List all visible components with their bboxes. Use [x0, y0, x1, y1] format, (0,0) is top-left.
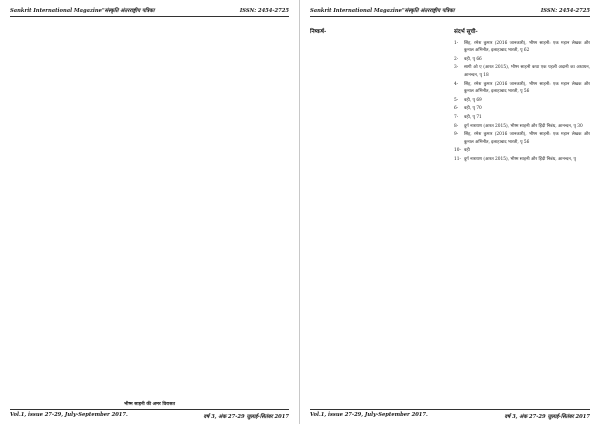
- reference-number: 6-: [454, 106, 459, 112]
- journal-title: Sankrit International Magazine"संस्कृति अंतरराष्ट्रीय पत्रिका: [310, 8, 455, 14]
- references-list: [454, 40, 590, 164]
- reference-item: [454, 147, 590, 155]
- reference-text: वही, पृ 71: [464, 114, 482, 120]
- reference-item: [454, 105, 590, 113]
- reference-text: दुर्ग नारायण (आरत 2015), भीष्म साहनी और हिंदी निबंध, आनन्दन, पृ 30: [464, 123, 583, 129]
- volume-info: Vol.1, issue 27-29, July-September 2017.: [10, 412, 128, 418]
- volume-info: Vol.1, issue 27-29, July-September 2017.: [310, 412, 428, 418]
- right-body: [310, 25, 590, 405]
- reference-text: वही: [464, 148, 470, 154]
- right-running-header: [310, 6, 590, 17]
- reference-number: 2-: [454, 56, 459, 62]
- right-footer: [310, 409, 590, 420]
- volume-info-hindi: वर्ष 3, अंक 27-29 जुलाई-सितंबर 2017: [203, 414, 289, 420]
- right-column-2: [454, 25, 590, 405]
- reference-item: [454, 123, 590, 131]
- reference-text: सागी ओ ए (आरत 2015), भीष्म साहनी कथा एक पहली अदानी का अध्ययन, आनन्दन, पृ 18: [464, 65, 590, 78]
- left-running-header: [10, 6, 289, 17]
- reference-text: सिंह, रमेश कुमार (2016 जानकारी), भीष्म साहनी: एक महान लेखक और कुनाल अभिनीत, इलाहाबाद भारती, पृ 56: [464, 132, 590, 145]
- left-column-2: [154, 25, 290, 405]
- journal-title: Sankrit International Magazine"संस्कृति अंतरराष्ट्रीय पत्रिका: [10, 8, 155, 14]
- reference-text: सिंह, रमेश कुमार (2016 जानकारी), भीष्म साहनी: एक महान लेखक और कुनाल अभिनीत, इलाहाबाद भारती, पृ 56: [464, 81, 590, 95]
- reference-number: 9-: [454, 132, 459, 138]
- volume-info-hindi: वर्ष 3, अंक 27-29 जुलाई-सितंबर 2017: [504, 414, 590, 420]
- reference-text: वही, पृ 70: [464, 106, 482, 112]
- conclusion-heading: निष्कर्ष-: [310, 29, 327, 35]
- reference-number: 3-: [454, 65, 459, 71]
- left-body: [10, 25, 289, 405]
- reference-item: [454, 40, 590, 55]
- left-column-1: [10, 25, 146, 405]
- reference-item: [454, 114, 590, 122]
- references-heading: संदर्भ सूची-: [454, 29, 478, 35]
- reference-number: 1-: [454, 40, 459, 46]
- reference-item: [454, 131, 590, 146]
- reference-number: 11-: [454, 156, 461, 162]
- reference-number: 10-: [454, 148, 461, 154]
- issn: ISSN: 2454-2725: [540, 8, 590, 14]
- reference-text: वही, पृ 66: [464, 56, 482, 62]
- reference-number: 8-: [454, 123, 459, 129]
- reference-number: 5-: [454, 97, 459, 103]
- right-column-1: [310, 25, 446, 405]
- reference-text: सिंह, रमेश कुमार (2016 जानकारी), भीष्म साहनी: एक महान लेखक और कुनाल अभिनीत, इलाहाबाद भारती, पृ 62: [464, 40, 590, 54]
- left-footer: [10, 402, 289, 420]
- reference-item: [454, 97, 590, 105]
- article-title-tail: भीष्म साहनी की अमर विरासत: [124, 402, 175, 407]
- right-page: [300, 0, 600, 424]
- reference-item: [454, 156, 590, 164]
- reference-item: [454, 81, 590, 96]
- reference-number: 7-: [454, 114, 459, 120]
- reference-text: दुर्ग नारायण (आरत 2015), भीष्म साहनी और हिंदी निबंध, आनन्दन, पृ: [464, 156, 576, 162]
- reference-text: वही, पृ 69: [464, 97, 482, 103]
- reference-item: [454, 56, 590, 64]
- reference-item: [454, 64, 590, 79]
- issn: ISSN: 2454-2725: [239, 8, 289, 14]
- reference-number: 4-: [454, 81, 459, 87]
